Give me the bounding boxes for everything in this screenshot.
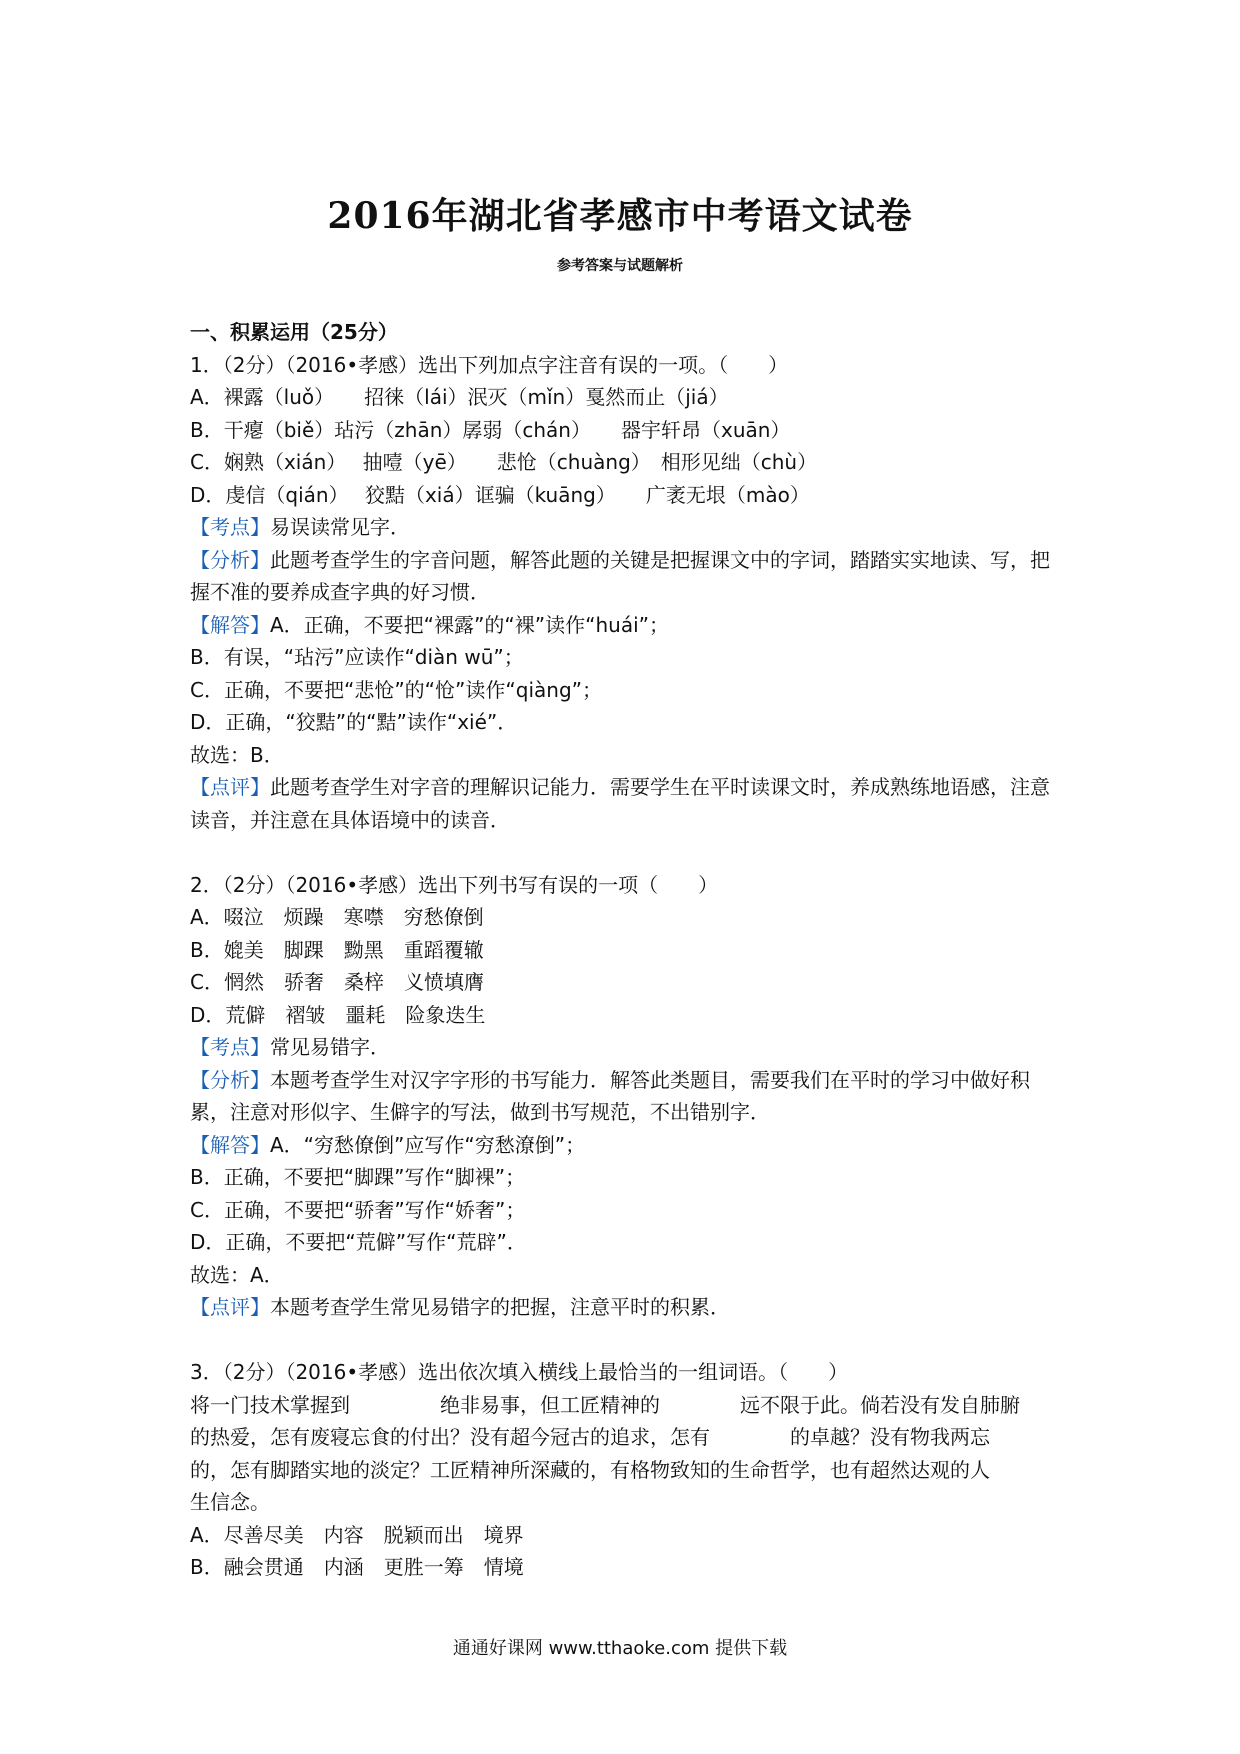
question-2-answer: 故选：A． bbox=[190, 1262, 284, 1287]
question-3-passage-line-3: 的，怎有脚踏实地的淡定？工匠精神所深藏的，有格物致知的生命哲学，也有超然达观的人 bbox=[190, 1457, 990, 1482]
jieda-text: A．“穷愁僚倒”应写作“穷愁潦倒”； bbox=[270, 1132, 586, 1157]
jieda-text: A．正确，不要把“裸露”的“裸”读作“huái”； bbox=[270, 612, 670, 637]
dianping-text: 此题考查学生对字音的理解识记能力．需要学生在平时读课文时，养成熟练地语感，注意读音，并注意在具体语境中的读音． bbox=[190, 775, 1050, 832]
question-2-stem: 2．（2分）（2016•孝感）选出下列书写有误的一项（ ） bbox=[190, 872, 719, 897]
spacer bbox=[190, 836, 1060, 869]
question-2-dianping bbox=[190, 1291, 1060, 1324]
question-3-passage-line-4: 生信念。 bbox=[190, 1490, 270, 1514]
question-1-dianping bbox=[190, 771, 1060, 836]
fenxi-text: 此题考查学生的字音问题，解答此题的关键是把握课文中的字词，踏踏实实地读、写，把握不准的要养成查字典的好习惯． bbox=[190, 547, 1050, 604]
question-1-fenxi bbox=[190, 544, 1060, 609]
question-2-option-d: D．荒僻 褶皱 噩耗 险象迭生 bbox=[190, 1002, 486, 1027]
spacer bbox=[190, 1324, 1060, 1357]
question-1-jieda-d: D．正确，“狡黠”的“黠”读作“xié”． bbox=[190, 710, 518, 734]
fenxi-text: 本题考查学生对汉字字形的书写能力．解答此类题目，需要我们在平时的学习中做好积累，注意对形似字、生僻字的写法，做到书写规范，不出错别字． bbox=[190, 1067, 1030, 1124]
question-2-option-a: A．啜泣 烦躁 寒噤 穷愁僚倒 bbox=[190, 905, 484, 929]
question-3-option-a: A．尽善尽美 内容 脱颖而出 境界 bbox=[190, 1522, 524, 1547]
jieda-tag: 【解答】 bbox=[190, 1132, 270, 1157]
question-3-stem: 3．（2分）（2016•孝感）选出依次填入横线上最恰当的一组词语。（ ） bbox=[190, 1360, 849, 1384]
kaodian-text: 常见易错字． bbox=[270, 1035, 390, 1059]
question-1-answer: 故选：B． bbox=[190, 742, 284, 767]
dianping-tag: 【点评】 bbox=[190, 775, 270, 799]
question-1-stem: 1．（2分）（2016•孝感）选出下列加点字注音有误的一项。（ ） bbox=[190, 352, 789, 377]
question-1-jieda-c: C．正确，不要把“悲怆”的“怆”读作“qiàng”； bbox=[190, 677, 603, 702]
kaodian-tag: 【考点】 bbox=[190, 1035, 270, 1059]
dianping-text: 本题考查学生常见易错字的把握，注意平时的积累． bbox=[270, 1295, 730, 1319]
fenxi-tag: 【分析】 bbox=[190, 1067, 270, 1092]
question-3-option-b: B．融会贯通 内涵 更胜一筹 情境 bbox=[190, 1555, 524, 1579]
question-1-jieda-b: B．有误，“玷污”应读作“diàn wū”； bbox=[190, 645, 524, 669]
question-1-option-c: C．娴熟（xián） 抽噎（yē） 悲怆（chuàng） 相形见绌（chù） bbox=[190, 450, 818, 474]
question-2-jieda-c: C．正确，不要把“骄奢”写作“娇奢”； bbox=[190, 1197, 526, 1222]
kaodian-text: 易误读常见字． bbox=[270, 515, 410, 539]
question-2-option-b: B．媲美 脚踝 黝黑 重蹈覆辙 bbox=[190, 937, 484, 962]
question-3-passage-line-2: 的热爱，怎有废寝忘食的付出？没有超今冠古的追求，怎有 的卓越？没有物我两忘 bbox=[190, 1425, 990, 1449]
exam-content bbox=[190, 316, 1060, 1584]
question-2-jieda-d: D．正确，不要把“荒僻”写作“荒辟”． bbox=[190, 1230, 527, 1254]
question-1-option-b: B．干瘪（biě）玷污（zhān）孱弱（chán） 器宇轩昂（xuān） bbox=[190, 417, 791, 442]
question-1-option-a: A．裸露（luǒ） 招徕（lái）泯灭（mǐn）戛然而止（jiá） bbox=[190, 385, 729, 409]
question-3-passage-line-1: 将一门技术掌握到 绝非易事，但工匠精神的 远不限于此。倘若没有发自肺腑 bbox=[190, 1392, 1020, 1417]
question-2-kaodian bbox=[190, 1031, 1060, 1064]
kaodian-tag: 【考点】 bbox=[190, 515, 270, 539]
question-1-option-d: D．虔信（qián） 狡黠（xiá）诓骗（kuāng） 广袤无垠（mào） bbox=[190, 482, 810, 507]
footer-credit: 通通好课网 www.tthaoke.com 提供下载 bbox=[452, 1638, 788, 1659]
page-subtitle: 参考答案与试题解析 bbox=[557, 258, 683, 274]
fenxi-tag: 【分析】 bbox=[190, 547, 270, 572]
question-2-jieda bbox=[190, 1129, 1060, 1162]
dianping-tag: 【点评】 bbox=[190, 1295, 270, 1319]
question-1-kaodian bbox=[190, 511, 1060, 544]
question-2-option-c: C．惘然 骄奢 桑梓 义愤填膺 bbox=[190, 970, 484, 994]
question-2-fenxi bbox=[190, 1064, 1060, 1129]
question-1-jieda bbox=[190, 609, 1060, 642]
page-title: 2016年湖北省孝感市中考语文试卷 bbox=[327, 195, 913, 237]
jieda-tag: 【解答】 bbox=[190, 612, 270, 637]
question-2-jieda-b: B．正确，不要把“脚踝”写作“脚裸”； bbox=[190, 1165, 526, 1189]
section-heading: 一、积累运用（25分） bbox=[190, 320, 398, 344]
